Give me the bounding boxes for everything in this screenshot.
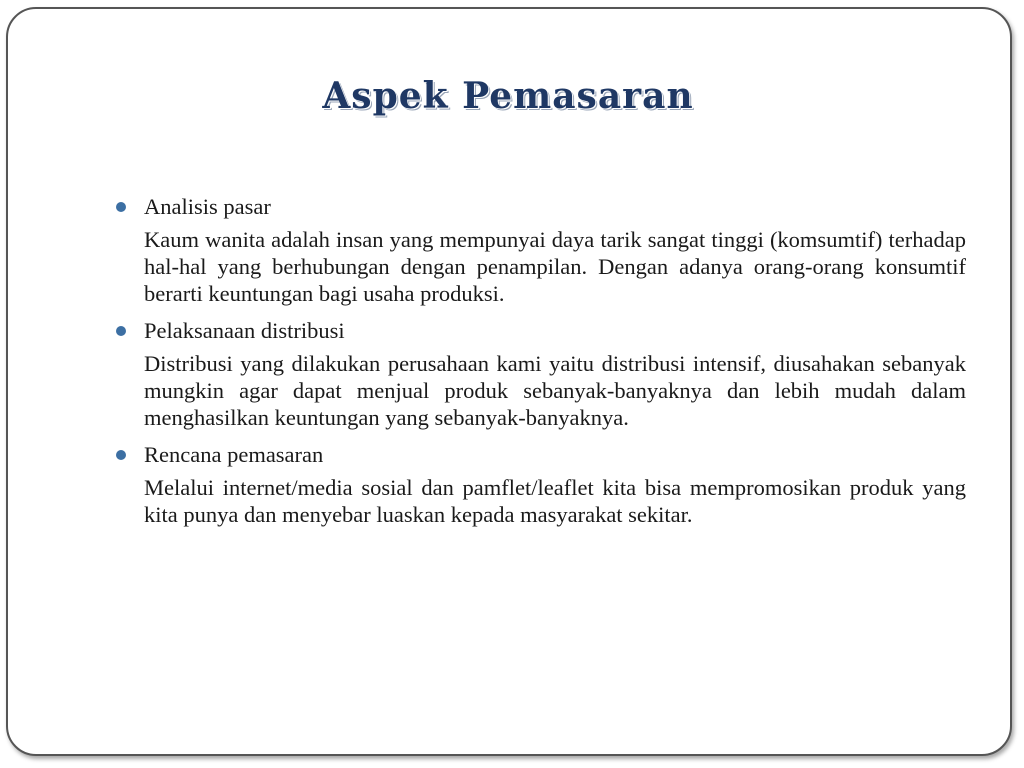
bullet-item <box>112 441 966 468</box>
bullet-icon <box>116 202 126 212</box>
bullet-item <box>112 193 966 220</box>
bullet-icon <box>116 326 126 336</box>
bullet-heading: Pelaksanaan distribusi <box>144 318 345 343</box>
slide-title: Aspek Pemasaran <box>322 75 694 117</box>
bullet-icon <box>116 450 126 460</box>
bullet-body: Distribusi yang dilakukan perusahaan kami yaitu distribusi intensif, diusahakan sebanyak mungkin agar dapat menjual produk sebanyak-banyaknya dan lebih mudah dalam menghasilkan keuntungan yang sebanyak-banyaknya. <box>144 351 966 430</box>
bullet-heading: Rencana pemasaran <box>144 442 324 467</box>
slide-content <box>112 193 966 538</box>
slide-frame <box>6 7 1012 756</box>
bullet-heading: Analisis pasar <box>144 194 271 219</box>
bullet-body: Kaum wanita adalah insan yang mempunyai daya tarik sangat tinggi (komsumtif) terhadap hal-hal yang berhubungan dengan penampilan. Dengan adanya orang-orang konsumtif berarti keuntungan bagi usaha produksi. <box>144 227 966 306</box>
bullet-item <box>112 317 966 344</box>
bullet-body: Melalui internet/media sosial dan pamflet/leaflet kita bisa mempromosikan produk yang kita punya dan menyebar luaskan kepada masyarakat sekitar. <box>144 475 966 527</box>
